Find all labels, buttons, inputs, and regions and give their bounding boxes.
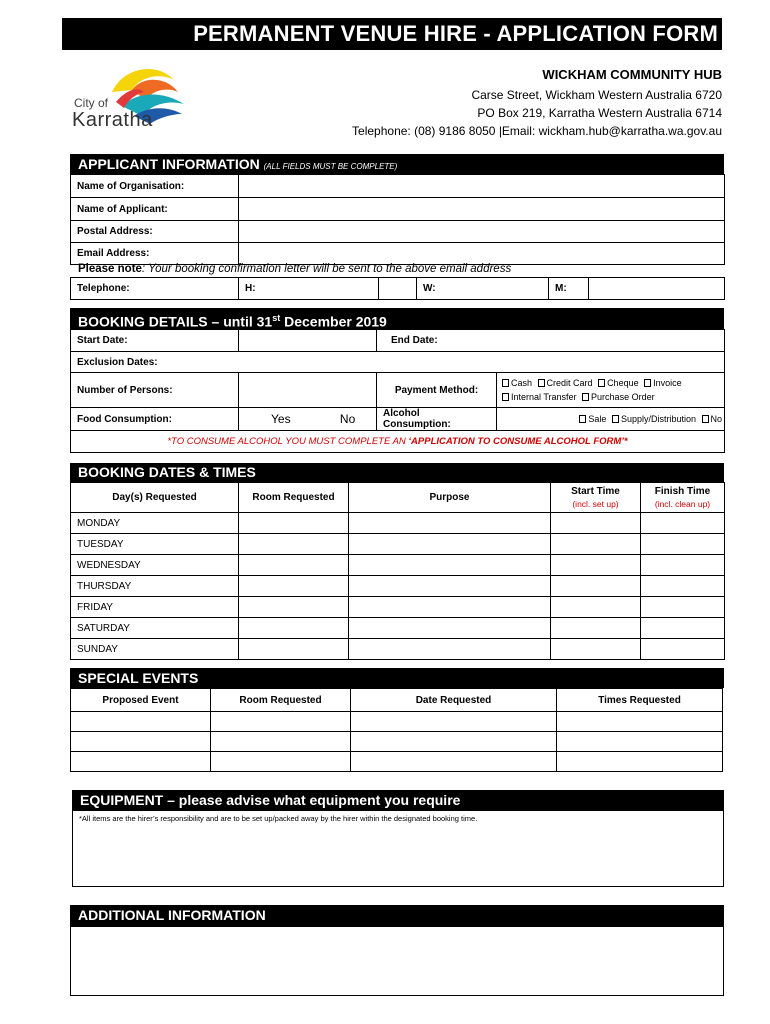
start-time-subheader: (incl. set up) xyxy=(572,498,619,509)
postal-address-field[interactable] xyxy=(239,221,725,243)
applicant-name-label: Name of Applicant: xyxy=(71,198,239,221)
booking-heading-sup: st xyxy=(272,313,281,323)
invoice-checkbox[interactable] xyxy=(644,379,651,387)
alcohol-notice xyxy=(71,431,725,453)
applicant-name-field[interactable] xyxy=(239,198,725,221)
email-address-field[interactable] xyxy=(239,243,725,265)
credit-card-checkbox[interactable] xyxy=(538,379,545,387)
booking-section-heading xyxy=(70,308,724,329)
additional-info-textarea[interactable] xyxy=(70,926,724,996)
note-text: : Your booking confirmation letter will be sent to the above email address xyxy=(141,263,512,275)
room-cell[interactable] xyxy=(239,534,349,555)
table-row xyxy=(71,639,725,660)
purpose-cell[interactable] xyxy=(349,513,551,534)
finish-time-cell[interactable] xyxy=(641,576,725,597)
start-time-cell[interactable] xyxy=(551,597,641,618)
equipment-section-heading: EQUIPMENT – please advise what equipment you require xyxy=(72,790,724,810)
purpose-cell[interactable] xyxy=(349,534,551,555)
day-wednesday: WEDNESDAY xyxy=(71,555,239,576)
col-purpose: Purpose xyxy=(349,483,551,513)
event-times-cell[interactable] xyxy=(557,712,723,732)
col-room-requested: Room Requested xyxy=(239,483,349,513)
purpose-cell[interactable] xyxy=(349,576,551,597)
col-days-requested: Day(s) Requested xyxy=(71,483,239,513)
equipment-note: *All items are the hirer’s responsibility and are to be set up/packed away by the hirer within the designated booking time. xyxy=(79,814,478,823)
start-time-cell[interactable] xyxy=(551,576,641,597)
end-date-label: End Date: xyxy=(377,330,725,352)
table-row xyxy=(71,534,725,555)
org-name-field[interactable] xyxy=(239,175,725,198)
event-cell[interactable] xyxy=(71,712,211,732)
start-time-cell[interactable] xyxy=(551,618,641,639)
food-consumption-label: Food Consumption: xyxy=(71,408,239,431)
invoice-option-label: Invoice xyxy=(653,378,682,388)
event-cell[interactable] xyxy=(71,732,211,752)
cash-checkbox[interactable] xyxy=(502,379,509,387)
finish-time-cell[interactable] xyxy=(641,618,725,639)
city-of-karratha-logo xyxy=(72,62,190,138)
booking-details-table xyxy=(70,329,725,453)
applicant-section-heading xyxy=(70,154,724,174)
finish-time-cell[interactable] xyxy=(641,555,725,576)
room-cell[interactable] xyxy=(239,576,349,597)
purpose-cell[interactable] xyxy=(349,555,551,576)
room-cell[interactable] xyxy=(239,618,349,639)
logo-text-karratha: Karratha xyxy=(72,109,153,131)
purpose-cell[interactable] xyxy=(349,639,551,660)
number-of-persons-label: Number of Persons: xyxy=(71,373,239,408)
table-row xyxy=(71,555,725,576)
col-proposed-event: Proposed Event xyxy=(71,689,211,712)
event-room-cell[interactable] xyxy=(211,732,351,752)
col-date-requested: Date Requested xyxy=(351,689,557,712)
cash-option-label: Cash xyxy=(511,378,533,388)
start-time-cell[interactable] xyxy=(551,534,641,555)
booking-heading-text: BOOKING DETAILS – until 31 xyxy=(78,313,273,330)
hub-address-po-box: PO Box 219, Karratha Western Australia 6714 xyxy=(477,106,722,120)
alcohol-consumption-label: Alcohol Consumption: xyxy=(377,408,497,431)
food-consumption-options xyxy=(239,408,377,431)
col-event-room-requested: Room Requested xyxy=(211,689,351,712)
table-row xyxy=(71,752,723,772)
finish-time-cell[interactable] xyxy=(641,534,725,555)
table-row xyxy=(71,712,723,732)
room-cell[interactable] xyxy=(239,513,349,534)
start-date-field[interactable] xyxy=(239,330,377,352)
hub-contact-details: Telephone: (08) 9186 8050 |Email: wickham.hub@karratha.wa.gov.au xyxy=(352,124,722,138)
cheque-checkbox[interactable] xyxy=(598,379,605,387)
alcohol-sale-checkbox[interactable] xyxy=(579,415,586,423)
additional-info-section-heading: ADDITIONAL INFORMATION xyxy=(70,905,724,926)
start-time-cell[interactable] xyxy=(551,513,641,534)
start-time-cell[interactable] xyxy=(551,555,641,576)
day-sunday: SUNDAY xyxy=(71,639,239,660)
purchase-order-option-label: Purchase Order xyxy=(591,392,655,402)
finish-time-cell[interactable] xyxy=(641,597,725,618)
day-thursday: THURSDAY xyxy=(71,576,239,597)
special-events-table xyxy=(70,688,723,772)
room-cell[interactable] xyxy=(239,639,349,660)
event-times-cell[interactable] xyxy=(557,732,723,752)
home-phone-field[interactable] xyxy=(379,278,417,300)
email-address-label: Email Address: xyxy=(71,243,239,265)
event-times-cell[interactable] xyxy=(557,752,723,772)
payment-method-label: Payment Method: xyxy=(377,373,497,408)
room-cell[interactable] xyxy=(239,597,349,618)
home-phone-label: H: xyxy=(239,278,379,300)
applicant-table xyxy=(70,174,725,265)
credit-card-option-label: Credit Card xyxy=(546,378,593,388)
alcohol-sale-label: Sale xyxy=(588,414,607,424)
payment-method-options xyxy=(497,373,725,408)
finish-time-cell[interactable] xyxy=(641,513,725,534)
applicant-heading-note: (ALL FIELDS MUST BE COMPLETE) xyxy=(263,162,398,171)
alcohol-consumption-options xyxy=(497,408,725,431)
alcohol-notice-form-name: ‘APPLICATION TO CONSUME ALCOHOL FORM’* xyxy=(408,436,628,447)
org-name-label: Name of Organisation: xyxy=(71,175,239,198)
event-room-cell[interactable] xyxy=(211,752,351,772)
col-start-time xyxy=(551,483,641,513)
event-date-cell[interactable] xyxy=(351,752,557,772)
day-saturday: SATURDAY xyxy=(71,618,239,639)
food-no-option[interactable]: No xyxy=(339,412,356,426)
event-date-cell[interactable] xyxy=(351,712,557,732)
alcohol-supply-checkbox[interactable] xyxy=(612,415,619,423)
alcohol-notice-text: *TO CONSUME ALCOHOL YOU MUST COMPLETE AN xyxy=(167,436,409,447)
equipment-textarea[interactable] xyxy=(72,810,724,887)
alcohol-no-label: No xyxy=(710,414,723,424)
day-monday: MONDAY xyxy=(71,513,239,534)
mobile-phone-label: M: xyxy=(549,278,589,300)
event-cell[interactable] xyxy=(71,752,211,772)
mobile-phone-field[interactable] xyxy=(589,278,725,300)
purchase-order-checkbox[interactable] xyxy=(582,393,589,401)
postal-address-label: Postal Address: xyxy=(71,221,239,243)
col-times-requested: Times Requested xyxy=(557,689,723,712)
event-date-cell[interactable] xyxy=(351,732,557,752)
col-finish-time xyxy=(641,483,725,513)
internal-transfer-checkbox[interactable] xyxy=(502,393,509,401)
day-tuesday: TUESDAY xyxy=(71,534,239,555)
day-friday: FRIDAY xyxy=(71,597,239,618)
booking-heading-suffix: December 2019 xyxy=(280,313,387,330)
finish-time-subheader: (incl. clean up) xyxy=(654,498,711,509)
logo-text-city-of: City of xyxy=(74,96,109,110)
applicant-heading-text: APPLICANT INFORMATION xyxy=(78,156,260,172)
table-row xyxy=(71,618,725,639)
table-row xyxy=(71,513,725,534)
hub-name: WICKHAM COMMUNITY HUB xyxy=(542,67,722,82)
dates-times-section-heading: BOOKING DATES & TIMES xyxy=(70,463,724,482)
dates-times-table xyxy=(70,482,725,660)
alcohol-no-checkbox[interactable] xyxy=(702,415,709,423)
alcohol-supply-label: Supply/Distribution xyxy=(620,414,696,424)
table-row xyxy=(71,576,725,597)
finish-time-header: Finish Time xyxy=(654,485,711,497)
telephone-table xyxy=(70,277,725,300)
booking-confirmation-note xyxy=(78,263,511,275)
purpose-cell[interactable] xyxy=(349,618,551,639)
purpose-cell[interactable] xyxy=(349,597,551,618)
cheque-option-label: Cheque xyxy=(607,378,639,388)
start-date-label: Start Date: xyxy=(71,330,239,352)
hub-address-street: Carse Street, Wickham Western Australia 6720 xyxy=(471,88,722,102)
hub-contact-block xyxy=(352,66,722,140)
start-time-cell[interactable] xyxy=(551,639,641,660)
table-row xyxy=(71,597,725,618)
work-phone-label: W: xyxy=(417,278,549,300)
note-prefix: Please note xyxy=(78,263,142,275)
telephone-label: Telephone: xyxy=(71,278,239,300)
food-yes-option[interactable]: Yes xyxy=(271,412,291,426)
special-events-section-heading: SPECIAL EVENTS xyxy=(70,668,724,688)
start-time-header: Start Time xyxy=(571,485,620,497)
internal-transfer-option-label: Internal Transfer xyxy=(511,392,577,402)
finish-time-cell[interactable] xyxy=(641,639,725,660)
table-row xyxy=(71,732,723,752)
number-of-persons-field[interactable] xyxy=(239,373,377,408)
room-cell[interactable] xyxy=(239,555,349,576)
form-title: PERMANENT VENUE HIRE - APPLICATION FORM xyxy=(62,18,722,50)
event-room-cell[interactable] xyxy=(211,712,351,732)
exclusion-dates-label: Exclusion Dates: xyxy=(71,352,725,373)
